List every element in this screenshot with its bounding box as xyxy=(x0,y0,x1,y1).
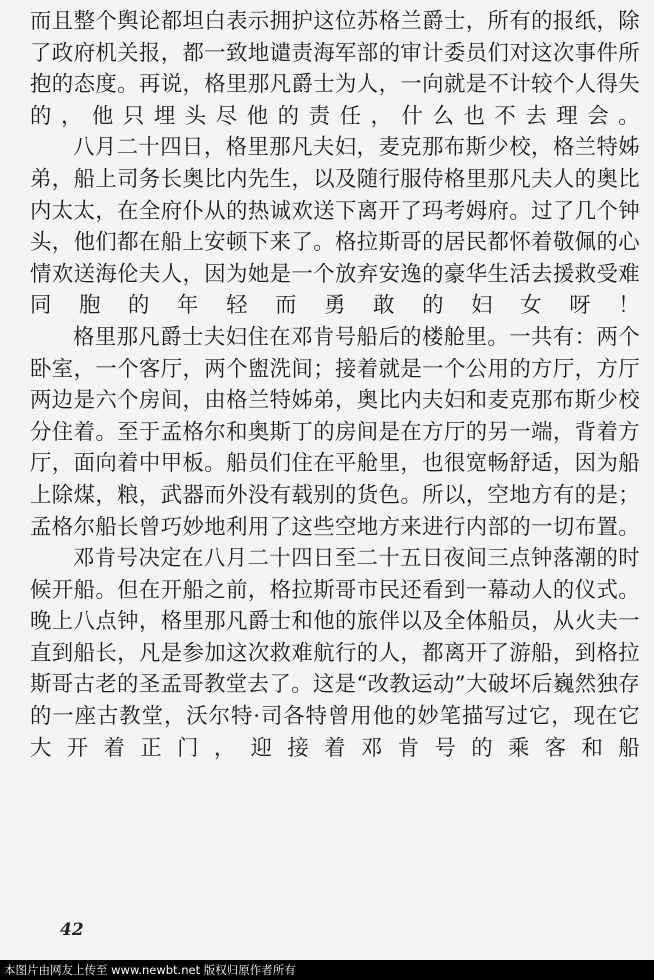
paragraph-3: 格里那凡爵士夫妇住在邓肯号船后的楼舱里。一共有：两个卧室，一个客厅，两个盥洗间；接着就是一个公用的方厅，方厅两边是六个房间，由格兰特姊弟，奥比内夫妇和麦克那布斯少校分住着。至于孟格尔和奥斯丁的房间是在方厅的另一端，背着方厅，面向着中甲板。船员们住在平舱里，也很宽畅舒适，因为船上除煤，粮，武器而外没有载别的货色。所以，空地方有的是；孟格尔船长曾巧妙地利用了这些空地方来进行内部的一切布置。 xyxy=(30,324,640,540)
paragraph-4: 邓肯号决定在八月二十四日至二十五日夜间三点钟落潮的时候开船。但在开船之前，格拉斯哥市民还看到一幕动人的仪式。晚上八点钟，格里那凡爵士和他的旅伴以及全体船员，从火夫一直到船长，凡是参加这次救难航行的人，都离开了游船，到格拉斯哥古老的圣孟哥教堂去了。这是“改教运动”大破坏后巍然独存的一座古教堂，沃尔特·司各特曾用他的妙笔描写过它，现在它大开着正门，迎接着邓肯号的乘客和船 xyxy=(30,546,640,761)
page-number: 42 xyxy=(60,920,84,940)
body-text xyxy=(30,6,640,764)
source-watermark: 本图片由网友上传至 www.newbt.net 版权归原作者所有 xyxy=(0,960,654,980)
paragraph-2: 八月二十四日，格里那凡夫妇，麦克那布斯少校，格兰特姊弟，船上司务长奥比内先生，以及随行服侍格里那凡夫人的奥比内太太，在全府仆从的热诚欢送下离开了玛考姆府。过了几个钟头，他们都在船上安顿下来了。格拉斯哥的居民都怀着敬佩的心情欢送海伦夫人，因为她是一个放弃安逸的豪华生活去援救受难同胞的年轻而勇敢的妇女呀！ xyxy=(30,135,640,319)
paragraph-1: 而且整个舆论都坦白表示拥护这位苏格兰爵士，所有的报纸，除了政府机关报，都一致地谴责海军部的审计委员们对这次事件所抱的态度。再说，格里那凡爵士为人，一向就是不计较个人得失的，他只埋头尽他的责任，什么也不去理会。 xyxy=(30,9,640,129)
